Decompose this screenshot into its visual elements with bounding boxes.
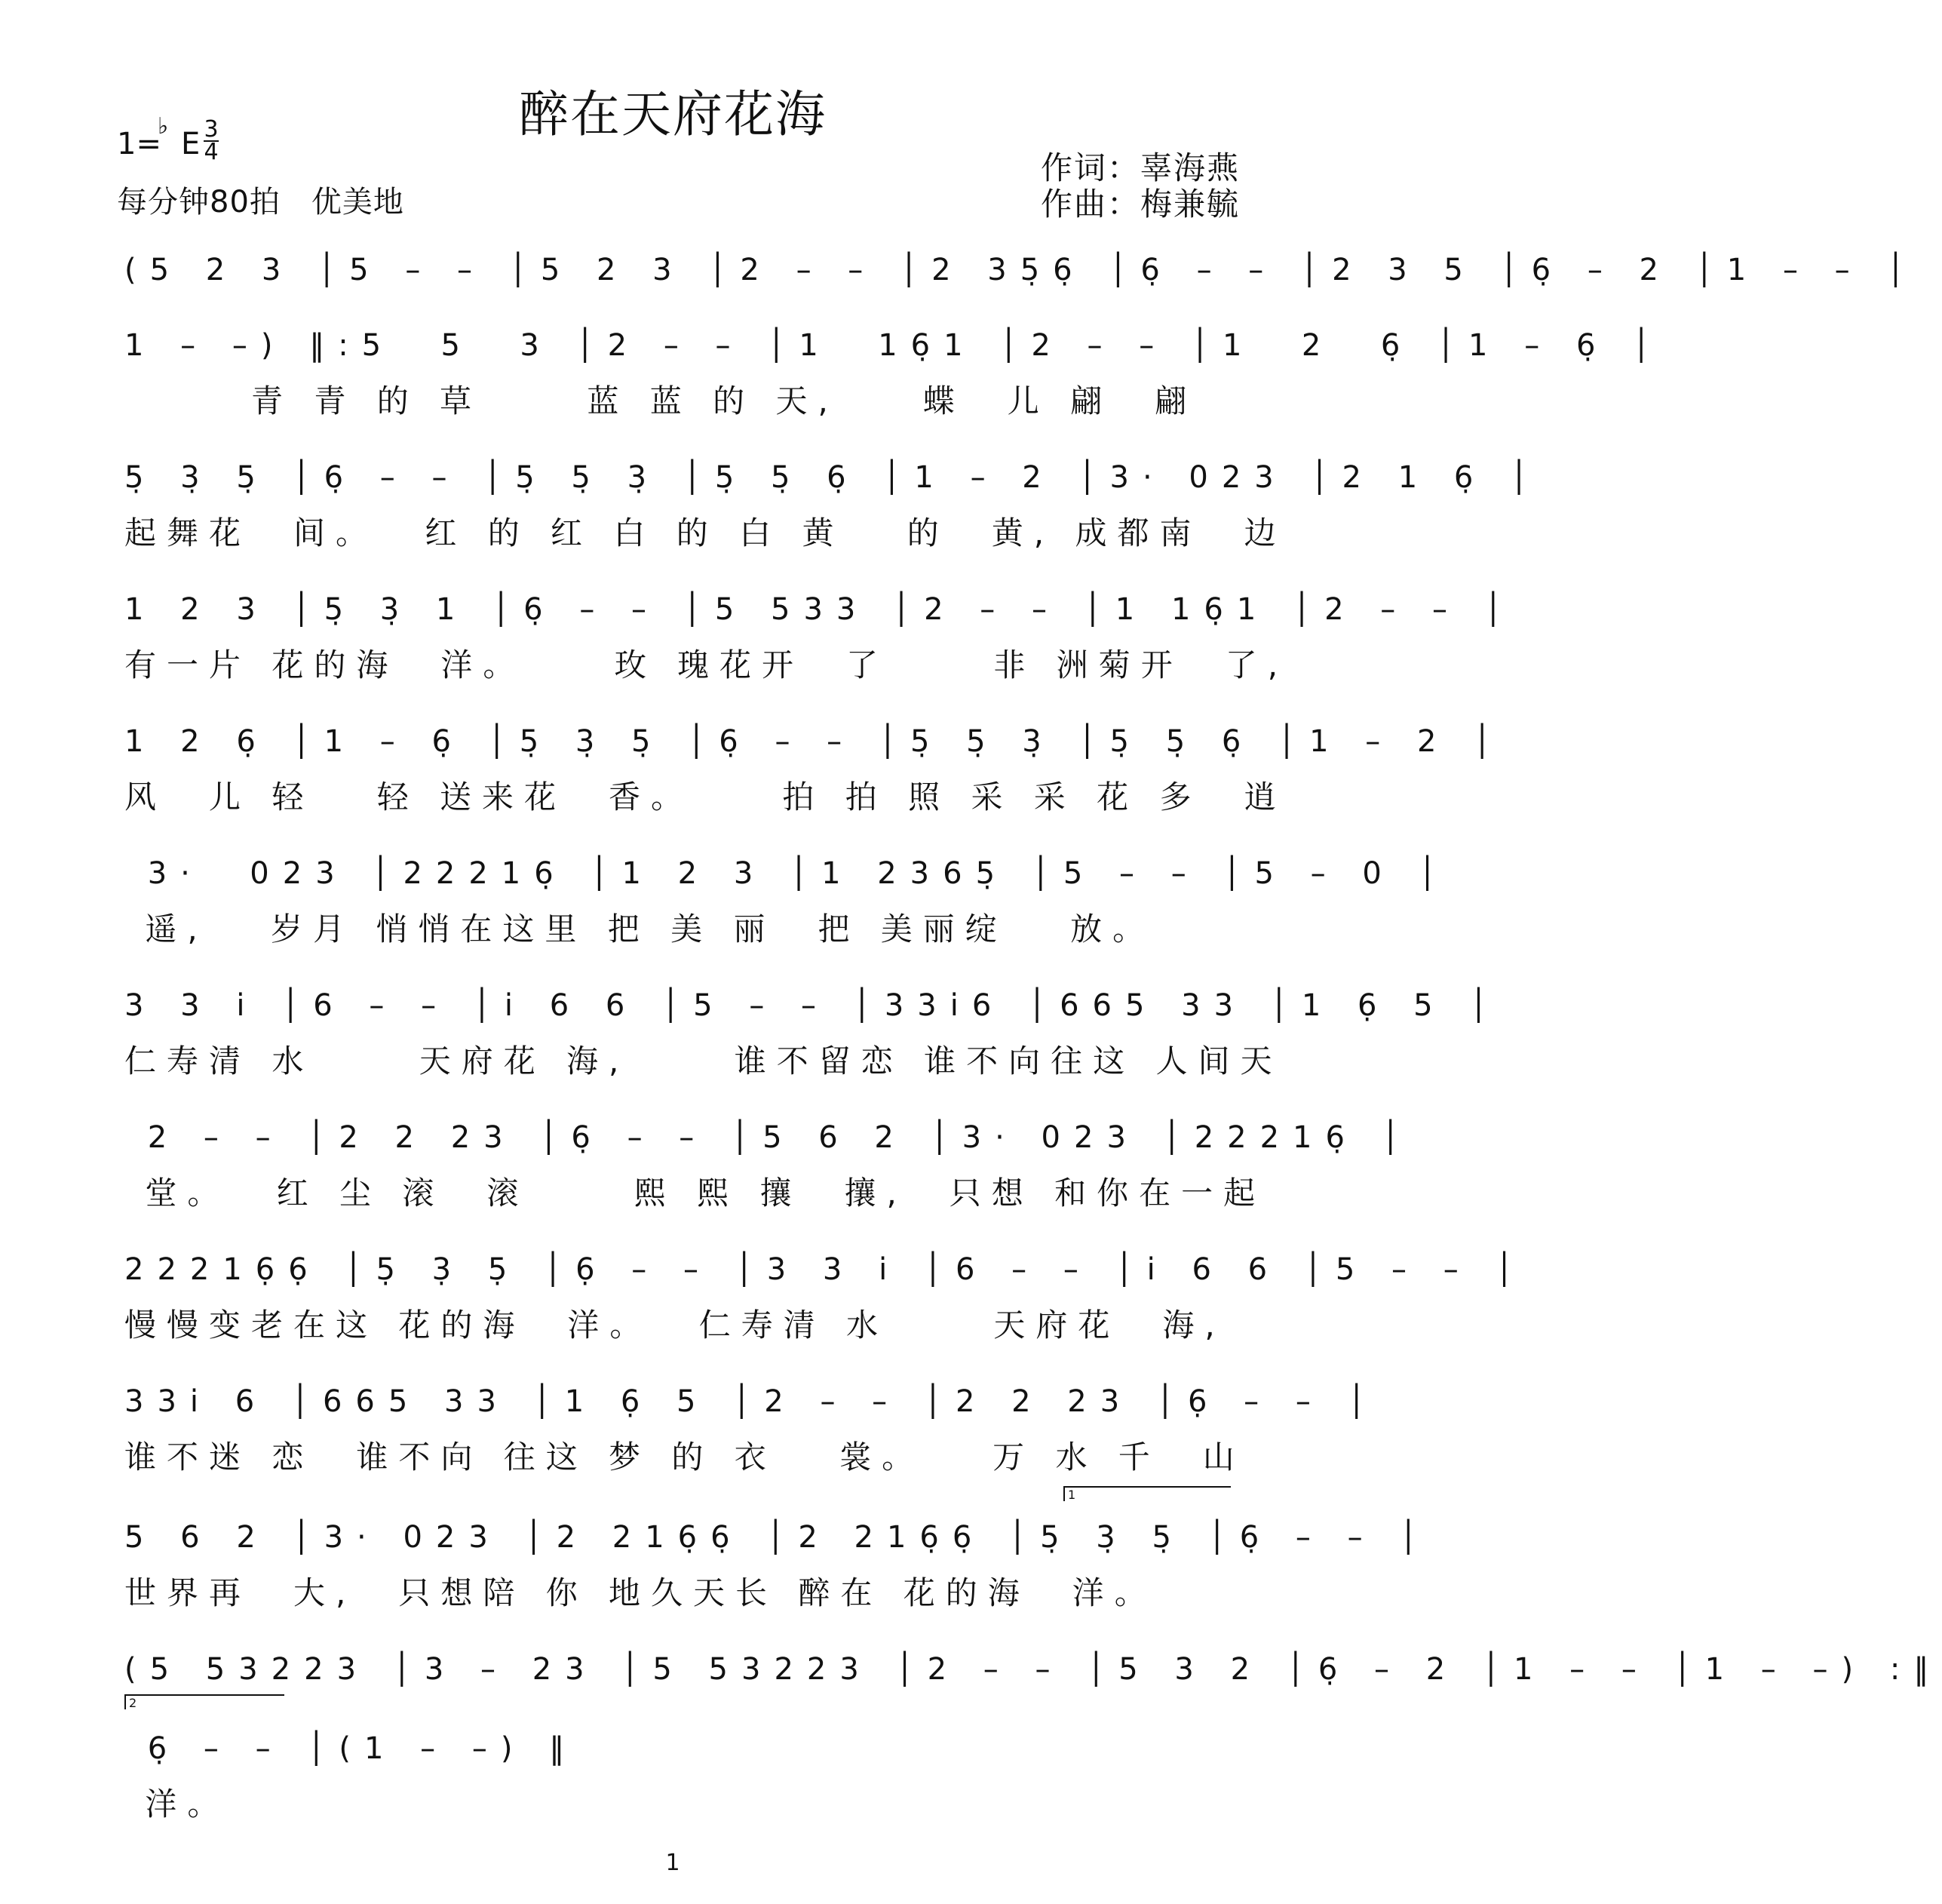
time-top: 3 — [204, 116, 219, 143]
score-row — [124, 324, 1664, 419]
notation-line: 5 6 2 │3· 023 │2 216̣6̣ │2 216̣6̣ │5̣ 3̣ 5̣ │6̣ – – │ — [124, 1520, 1431, 1555]
lyrics-line: 遥, 岁月 悄悄在这里 把 美 丽 把 美丽绽 放。 — [124, 911, 1155, 947]
score-row — [124, 1648, 1942, 1709]
notation-line: 1 2 3 │5̣ 3̣ 1 │6̣ – – │5 533 │2 – – │1 16̣1 │2 – – │ — [124, 592, 1516, 627]
time-signature — [204, 116, 219, 165]
score-row — [124, 588, 1516, 683]
score-row — [124, 720, 1505, 815]
notation-line: (5 53223 │3 – 23 │5 53223 │2 – – │5 3 2 │6̣ – 2 │1 – – │1 – –) :‖ — [124, 1652, 1942, 1687]
volta-bracket-1 — [1063, 1486, 1231, 1501]
key-prefix: 1= — [117, 127, 161, 161]
score-row — [124, 1380, 1379, 1476]
time-bottom: 4 — [204, 139, 219, 165]
notation-line: (5 2 3 │5 – – │5 2 3 │2 – – │2 35̣6̣ │6̣ – – │2 3 5 │6̣ – 2 │1 – – │ — [124, 253, 1919, 287]
page-number: 1 — [665, 1850, 680, 1876]
song-title: 醉在天府花海 — [519, 85, 827, 143]
notation-line: 3 3 i̇ │6 – – │i̇ 6 6 │5 – – │33i̇6 │665 33 │1 6̣ 5 │ — [124, 988, 1502, 1023]
lyrics-line: 世界再 大, 只想陪 你 地久天长 醉在 花的海 洋。 — [124, 1574, 1157, 1611]
flat-sign: ♭ — [158, 113, 169, 140]
composer-credit: 作曲：梅兼毓 — [1040, 186, 1240, 223]
volta-label-1: 1 — [1068, 1488, 1076, 1502]
notation-line: 6̣ – – │(1 – –) ‖ — [124, 1731, 578, 1766]
notation-line: 33i̇ 6 │665 33 │1 6̣ 5 │2 – – │2 2 23 │6̣ – – │ — [124, 1384, 1379, 1419]
lyricist-credit: 作词：辜海燕 — [1040, 149, 1240, 186]
notation-line: 1 – –) ‖:5 5 3 │2 – – │1 16̣1 │2 – – │1 2 6̣ │1 – 6̣ │ — [124, 328, 1664, 363]
lyrics-line: 风 儿 轻 轻 送来花 香。 拍 拍 照 采 采 花 多 逍 — [124, 778, 1287, 815]
volta-label-2: 2 — [129, 1696, 137, 1710]
score-row — [124, 852, 1450, 947]
tempo-marking: 每分钟80拍 优美地 — [117, 185, 404, 220]
score-row — [124, 1727, 1244, 1823]
lyrics-line: 洋。 — [124, 1786, 230, 1823]
notation-line: 3· 023 │22216̣ │1 2 3 │1 2365̣ │5 – – │5 – 0 │ — [124, 856, 1450, 891]
lyrics-line: 起舞花 间。 红 的 红 白 的 白 黄 的 黄, 成都南 边 — [124, 514, 1287, 551]
notation-line: 1 2 6̣ │1 – 6̣ │5̣ 3̣ 5̣ │6̣ – – │5̣ 5̣ 3̣ │5̣ 5̣ 6̣ │1 – 2 │ — [124, 724, 1505, 759]
lyrics-line: 仁寿清 水 天府花 海, 谁不留恋 谁不向往这 人间天 — [124, 1043, 1283, 1079]
score-row — [124, 1516, 1431, 1611]
lyrics-line: 青 青 的 草 蓝 蓝 的 天, 蝶 儿 翩 翩 — [124, 382, 1198, 419]
key-signature — [117, 113, 201, 161]
score-row — [124, 1116, 1413, 1211]
score-row — [124, 456, 1542, 551]
notation-line: 22216̣6̣ │5̣ 3̣ 5̣ │6̣ – – │3 3 i̇ │6 – – │i̇ 6 6 │5 – – │ — [124, 1252, 1527, 1287]
volta-bracket-2 — [124, 1694, 284, 1709]
notation-line: 2 – – │2 2 23 │6̣ – – │5 6 2 │3· 023 │22216̣ │ — [124, 1120, 1413, 1155]
lyrics-line: 谁不迷 恋 谁不向 往这 梦 的 衣 裳。 万 水 千 山 — [124, 1439, 1245, 1476]
notation-line: 5̣ 3̣ 5̣ │6̣ – – │5̣ 5̣ 3̣ │5̣ 5̣ 6̣ │1 – 2 │3· 023 │2 1 6̣ │ — [124, 460, 1542, 495]
lyrics-line: 堂。 红 尘 滚 滚 熙 熙 攘 攘, 只想 和你在一起 — [124, 1175, 1266, 1211]
lyrics-line: 有一片 花的海 洋。 玫 瑰花开 了 非 洲菊开 了, — [124, 646, 1289, 683]
score-row — [124, 1248, 1527, 1344]
lyrics-line: 慢慢变老在这 花的海 洋。 仁寿清 水 天府花 海, — [124, 1307, 1226, 1344]
score-row — [124, 249, 1919, 309]
key-note: E — [180, 127, 201, 161]
score-row — [124, 984, 1502, 1079]
